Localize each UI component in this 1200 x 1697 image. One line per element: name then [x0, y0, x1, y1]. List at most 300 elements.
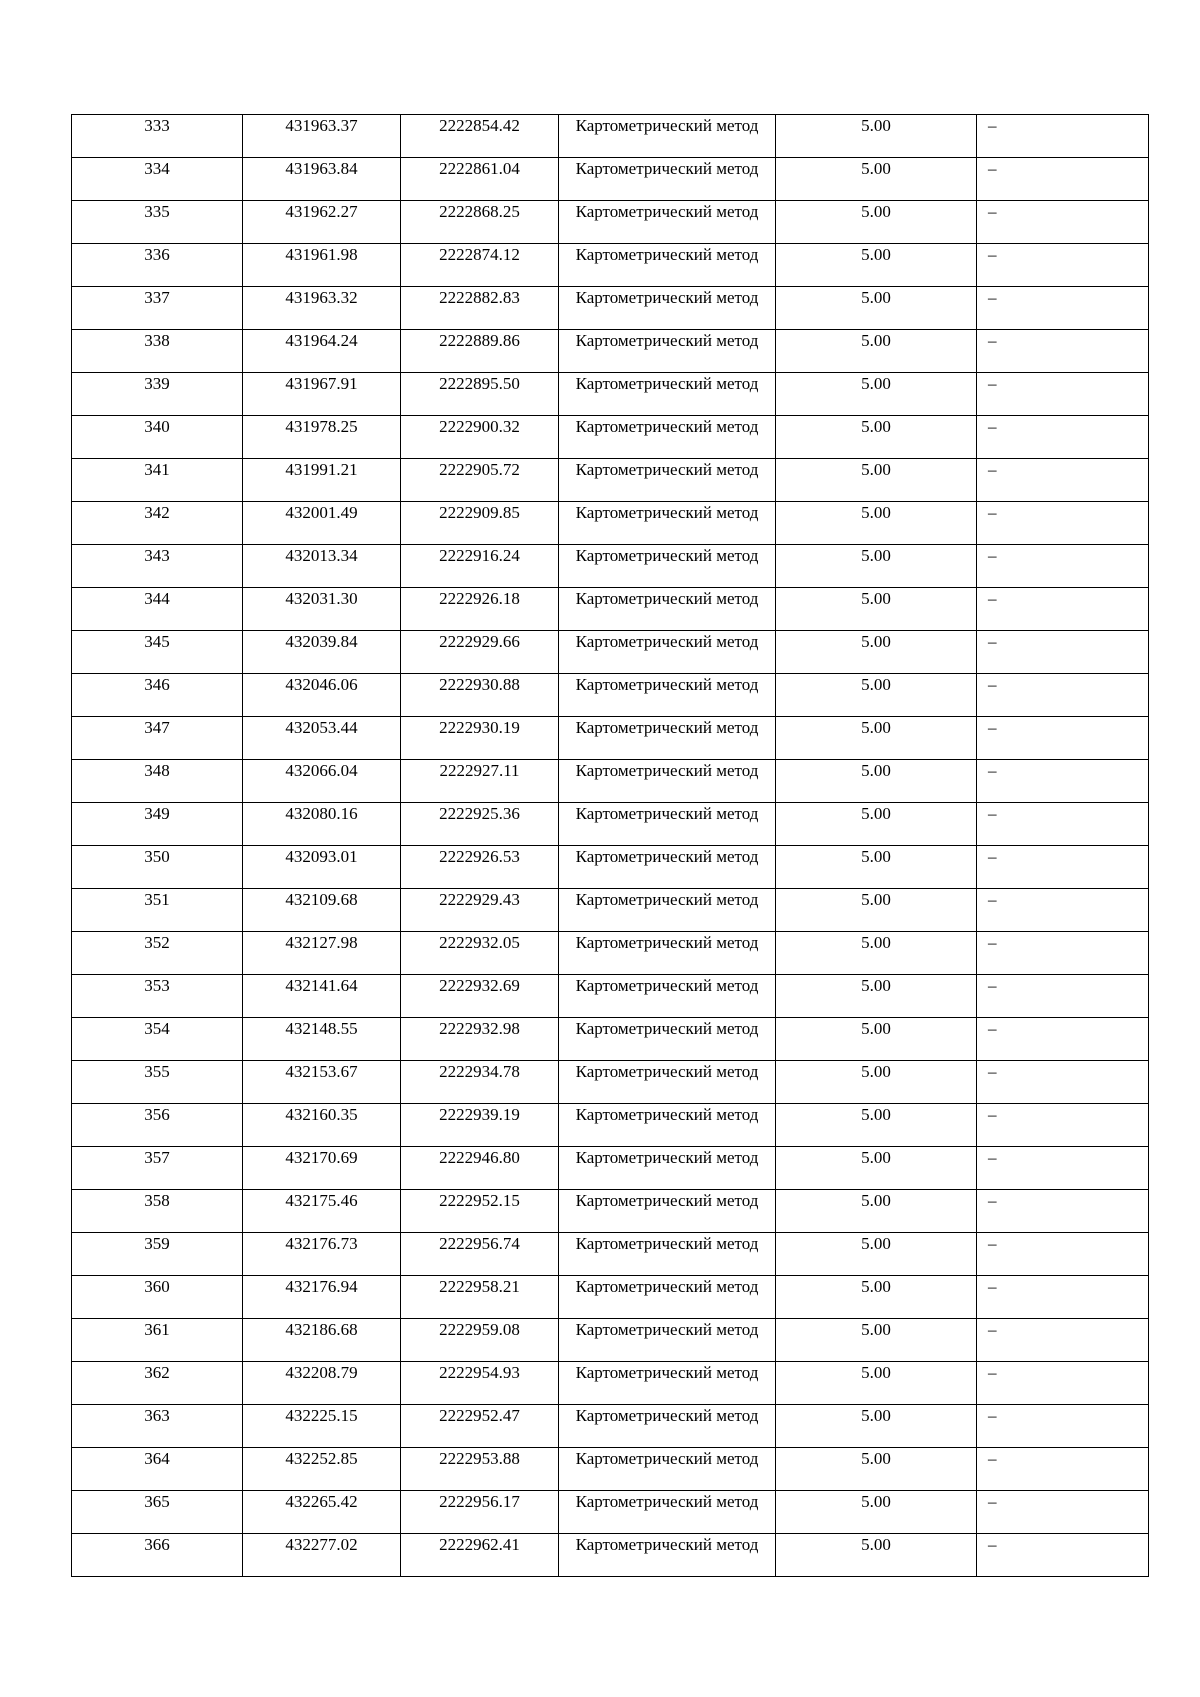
point-number-text: 342	[144, 503, 170, 522]
point-number-cell	[72, 803, 243, 846]
y-coordinate-text: 2222930.19	[439, 718, 520, 737]
x-coordinate-cell	[243, 545, 401, 588]
method-cell	[559, 502, 776, 545]
accuracy-text: 5.00	[861, 1449, 891, 1468]
accuracy-cell	[776, 975, 977, 1018]
point-number-text: 333	[144, 116, 170, 135]
method-cell	[559, 330, 776, 373]
point-number-cell	[72, 932, 243, 975]
method-text: Картометрический метод	[575, 1062, 759, 1081]
accuracy-text: 5.00	[861, 976, 891, 995]
accuracy-text: 5.00	[861, 202, 891, 221]
x-coordinate-cell	[243, 1190, 401, 1233]
y-coordinate-cell	[401, 244, 559, 287]
method-cell	[559, 846, 776, 889]
y-coordinate-text: 2222927.11	[439, 761, 520, 780]
accuracy-text: 5.00	[861, 245, 891, 264]
accuracy-text: 5.00	[861, 804, 891, 823]
y-coordinate-text: 2222952.15	[439, 1191, 520, 1210]
x-coordinate-cell	[243, 760, 401, 803]
y-coordinate-cell	[401, 975, 559, 1018]
x-coordinate-text: 432001.49	[285, 503, 358, 522]
table-row	[72, 1104, 1149, 1147]
x-coordinate-cell	[243, 459, 401, 502]
note-text: –	[988, 202, 997, 221]
x-coordinate-text: 431963.37	[285, 116, 358, 135]
y-coordinate-text: 2222932.69	[439, 976, 520, 995]
point-number-cell	[72, 760, 243, 803]
point-number-text: 344	[144, 589, 170, 608]
accuracy-text: 5.00	[861, 1191, 891, 1210]
point-number-text: 360	[144, 1277, 170, 1296]
method-text: Картометрический метод	[575, 632, 759, 651]
x-coordinate-text: 432176.94	[285, 1277, 358, 1296]
note-text: –	[988, 116, 997, 135]
note-text: –	[988, 1234, 997, 1253]
note-text: –	[988, 1105, 997, 1124]
accuracy-text: 5.00	[861, 1535, 891, 1554]
x-coordinate-text: 432066.04	[285, 761, 358, 780]
note-text: –	[988, 1191, 997, 1210]
note-cell	[977, 201, 1149, 244]
y-coordinate-cell	[401, 1018, 559, 1061]
note-cell	[977, 545, 1149, 588]
accuracy-text: 5.00	[861, 159, 891, 178]
point-number-cell	[72, 1534, 243, 1577]
note-text: –	[988, 1492, 997, 1511]
x-coordinate-cell	[243, 1491, 401, 1534]
note-cell	[977, 932, 1149, 975]
method-cell	[559, 631, 776, 674]
accuracy-text: 5.00	[861, 1234, 891, 1253]
coordinates-table-body	[72, 115, 1149, 1577]
x-coordinate-cell	[243, 1405, 401, 1448]
accuracy-cell	[776, 502, 977, 545]
y-coordinate-cell	[401, 459, 559, 502]
method-text: Картометрический метод	[575, 460, 759, 479]
note-text: –	[988, 1535, 997, 1554]
method-cell	[559, 1147, 776, 1190]
method-text: Картометрический метод	[575, 331, 759, 350]
point-number-text: 336	[144, 245, 170, 264]
method-text: Картометрический метод	[575, 1363, 759, 1382]
y-coordinate-cell	[401, 1448, 559, 1491]
accuracy-cell	[776, 1405, 977, 1448]
point-number-text: 339	[144, 374, 170, 393]
y-coordinate-text: 2222926.18	[439, 589, 520, 608]
point-number-cell	[72, 1018, 243, 1061]
note-text: –	[988, 718, 997, 737]
note-text: –	[988, 761, 997, 780]
point-number-cell	[72, 330, 243, 373]
table-row	[72, 1448, 1149, 1491]
x-coordinate-text: 431978.25	[285, 417, 358, 436]
method-text: Картометрический метод	[575, 546, 759, 565]
y-coordinate-text: 2222889.86	[439, 331, 520, 350]
method-text: Картометрический метод	[575, 1535, 759, 1554]
point-number-cell	[72, 373, 243, 416]
x-coordinate-cell	[243, 373, 401, 416]
method-cell	[559, 975, 776, 1018]
point-number-text: 335	[144, 202, 170, 221]
point-number-cell	[72, 889, 243, 932]
accuracy-text: 5.00	[861, 589, 891, 608]
y-coordinate-text: 2222882.83	[439, 288, 520, 307]
accuracy-cell	[776, 115, 977, 158]
x-coordinate-text: 432252.85	[285, 1449, 358, 1468]
accuracy-cell	[776, 545, 977, 588]
y-coordinate-cell	[401, 1276, 559, 1319]
method-text: Картометрический метод	[575, 288, 759, 307]
x-coordinate-cell	[243, 1233, 401, 1276]
method-cell	[559, 244, 776, 287]
accuracy-text: 5.00	[861, 116, 891, 135]
point-number-text: 364	[144, 1449, 170, 1468]
accuracy-text: 5.00	[861, 761, 891, 780]
x-coordinate-cell	[243, 201, 401, 244]
note-text: –	[988, 976, 997, 995]
x-coordinate-text: 432093.01	[285, 847, 358, 866]
point-number-cell	[72, 975, 243, 1018]
note-cell	[977, 1405, 1149, 1448]
point-number-text: 345	[144, 632, 170, 651]
accuracy-cell	[776, 244, 977, 287]
y-coordinate-text: 2222868.25	[439, 202, 520, 221]
y-coordinate-text: 2222854.42	[439, 116, 520, 135]
note-cell	[977, 373, 1149, 416]
y-coordinate-text: 2222939.19	[439, 1105, 520, 1124]
accuracy-text: 5.00	[861, 1105, 891, 1124]
note-cell	[977, 674, 1149, 717]
method-text: Картометрический метод	[575, 1449, 759, 1468]
y-coordinate-text: 2222926.53	[439, 847, 520, 866]
x-coordinate-text: 431967.91	[285, 374, 358, 393]
y-coordinate-cell	[401, 932, 559, 975]
point-number-cell	[72, 545, 243, 588]
y-coordinate-text: 2222929.66	[439, 632, 520, 651]
note-cell	[977, 717, 1149, 760]
method-cell	[559, 1448, 776, 1491]
table-row	[72, 1534, 1149, 1577]
x-coordinate-text: 432208.79	[285, 1363, 358, 1382]
x-coordinate-text: 432170.69	[285, 1148, 358, 1167]
y-coordinate-text: 2222895.50	[439, 374, 520, 393]
x-coordinate-text: 432153.67	[285, 1062, 358, 1081]
point-number-text: 338	[144, 331, 170, 350]
point-number-cell	[72, 1233, 243, 1276]
x-coordinate-text: 431964.24	[285, 331, 358, 350]
note-text: –	[988, 460, 997, 479]
method-text: Картометрический метод	[575, 675, 759, 694]
y-coordinate-text: 2222925.36	[439, 804, 520, 823]
x-coordinate-cell	[243, 115, 401, 158]
x-coordinate-cell	[243, 1448, 401, 1491]
point-number-text: 346	[144, 675, 170, 694]
point-number-text: 359	[144, 1234, 170, 1253]
method-text: Картометрический метод	[575, 1019, 759, 1038]
table-row	[72, 1233, 1149, 1276]
note-text: –	[988, 288, 997, 307]
x-coordinate-text: 432013.34	[285, 546, 358, 565]
point-number-text: 341	[144, 460, 170, 479]
point-number-text: 352	[144, 933, 170, 952]
x-coordinate-text: 431963.32	[285, 288, 358, 307]
method-text: Картометрический метод	[575, 589, 759, 608]
accuracy-cell	[776, 1147, 977, 1190]
table-row	[72, 244, 1149, 287]
note-cell	[977, 1276, 1149, 1319]
table-row	[72, 1061, 1149, 1104]
point-number-cell	[72, 1276, 243, 1319]
y-coordinate-cell	[401, 1319, 559, 1362]
y-coordinate-text: 2222954.93	[439, 1363, 520, 1382]
accuracy-cell	[776, 674, 977, 717]
accuracy-text: 5.00	[861, 331, 891, 350]
point-number-text: 353	[144, 976, 170, 995]
x-coordinate-text: 432109.68	[285, 890, 358, 909]
table-row	[72, 459, 1149, 502]
method-cell	[559, 373, 776, 416]
y-coordinate-text: 2222900.32	[439, 417, 520, 436]
note-text: –	[988, 1363, 997, 1382]
method-cell	[559, 588, 776, 631]
x-coordinate-text: 432127.98	[285, 933, 358, 952]
accuracy-text: 5.00	[861, 503, 891, 522]
y-coordinate-text: 2222958.21	[439, 1277, 520, 1296]
accuracy-cell	[776, 330, 977, 373]
x-coordinate-cell	[243, 631, 401, 674]
accuracy-text: 5.00	[861, 718, 891, 737]
table-row	[72, 373, 1149, 416]
note-text: –	[988, 890, 997, 909]
note-cell	[977, 760, 1149, 803]
note-cell	[977, 846, 1149, 889]
y-coordinate-text: 2222956.74	[439, 1234, 520, 1253]
point-number-cell	[72, 459, 243, 502]
method-text: Картометрический метод	[575, 116, 759, 135]
x-coordinate-cell	[243, 1061, 401, 1104]
method-text: Картометрический метод	[575, 933, 759, 952]
x-coordinate-text: 432039.84	[285, 632, 358, 651]
table-row	[72, 201, 1149, 244]
note-cell	[977, 1319, 1149, 1362]
point-number-text: 362	[144, 1363, 170, 1382]
point-number-cell	[72, 115, 243, 158]
table-row	[72, 416, 1149, 459]
accuracy-cell	[776, 158, 977, 201]
y-coordinate-cell	[401, 201, 559, 244]
point-number-text: 363	[144, 1406, 170, 1425]
method-text: Картометрический метод	[575, 1105, 759, 1124]
method-cell	[559, 760, 776, 803]
y-coordinate-text: 2222946.80	[439, 1148, 520, 1167]
method-cell	[559, 803, 776, 846]
y-coordinate-text: 2222956.17	[439, 1492, 520, 1511]
accuracy-text: 5.00	[861, 847, 891, 866]
table-row	[72, 1190, 1149, 1233]
method-cell	[559, 1190, 776, 1233]
table-row	[72, 932, 1149, 975]
method-cell	[559, 416, 776, 459]
note-text: –	[988, 675, 997, 694]
method-cell	[559, 1491, 776, 1534]
method-cell	[559, 287, 776, 330]
table-row	[72, 1319, 1149, 1362]
x-coordinate-cell	[243, 1362, 401, 1405]
method-cell	[559, 717, 776, 760]
note-text: –	[988, 933, 997, 952]
x-coordinate-cell	[243, 416, 401, 459]
y-coordinate-text: 2222959.08	[439, 1320, 520, 1339]
method-text: Картометрический метод	[575, 1191, 759, 1210]
accuracy-text: 5.00	[861, 890, 891, 909]
point-number-text: 340	[144, 417, 170, 436]
x-coordinate-cell	[243, 1319, 401, 1362]
note-text: –	[988, 374, 997, 393]
note-cell	[977, 975, 1149, 1018]
x-coordinate-text: 431961.98	[285, 245, 358, 264]
note-cell	[977, 1190, 1149, 1233]
note-cell	[977, 1491, 1149, 1534]
x-coordinate-cell	[243, 330, 401, 373]
accuracy-text: 5.00	[861, 374, 891, 393]
x-coordinate-cell	[243, 1104, 401, 1147]
accuracy-cell	[776, 1448, 977, 1491]
accuracy-text: 5.00	[861, 1148, 891, 1167]
accuracy-text: 5.00	[861, 460, 891, 479]
x-coordinate-cell	[243, 803, 401, 846]
table-row	[72, 631, 1149, 674]
method-cell	[559, 1319, 776, 1362]
y-coordinate-cell	[401, 502, 559, 545]
note-text: –	[988, 1320, 997, 1339]
accuracy-cell	[776, 1362, 977, 1405]
point-number-cell	[72, 1104, 243, 1147]
note-text: –	[988, 159, 997, 178]
point-number-text: 334	[144, 159, 170, 178]
note-cell	[977, 1018, 1149, 1061]
method-text: Картометрический метод	[575, 1234, 759, 1253]
x-coordinate-cell	[243, 158, 401, 201]
y-coordinate-cell	[401, 631, 559, 674]
x-coordinate-cell	[243, 1276, 401, 1319]
accuracy-text: 5.00	[861, 1062, 891, 1081]
note-cell	[977, 287, 1149, 330]
accuracy-cell	[776, 201, 977, 244]
table-row	[72, 287, 1149, 330]
y-coordinate-text: 2222909.85	[439, 503, 520, 522]
method-text: Картометрический метод	[575, 417, 759, 436]
y-coordinate-text: 2222905.72	[439, 460, 520, 479]
method-text: Картометрический метод	[575, 245, 759, 264]
x-coordinate-text: 432080.16	[285, 804, 358, 823]
table-row	[72, 330, 1149, 373]
note-text: –	[988, 632, 997, 651]
note-cell	[977, 244, 1149, 287]
method-cell	[559, 674, 776, 717]
coordinates-table	[71, 114, 1149, 1577]
accuracy-text: 5.00	[861, 933, 891, 952]
table-row	[72, 115, 1149, 158]
note-text: –	[988, 546, 997, 565]
note-cell	[977, 416, 1149, 459]
y-coordinate-cell	[401, 674, 559, 717]
accuracy-text: 5.00	[861, 1277, 891, 1296]
accuracy-cell	[776, 1534, 977, 1577]
y-coordinate-cell	[401, 1104, 559, 1147]
method-text: Картометрический метод	[575, 1406, 759, 1425]
accuracy-text: 5.00	[861, 417, 891, 436]
y-coordinate-cell	[401, 760, 559, 803]
note-text: –	[988, 1148, 997, 1167]
method-text: Картометрический метод	[575, 890, 759, 909]
x-coordinate-cell	[243, 1534, 401, 1577]
method-text: Картометрический метод	[575, 761, 759, 780]
accuracy-cell	[776, 1276, 977, 1319]
accuracy-cell	[776, 631, 977, 674]
note-cell	[977, 330, 1149, 373]
y-coordinate-text: 2222953.88	[439, 1449, 520, 1468]
y-coordinate-text: 2222962.41	[439, 1535, 520, 1554]
method-text: Картометрический метод	[575, 202, 759, 221]
point-number-cell	[72, 846, 243, 889]
y-coordinate-cell	[401, 803, 559, 846]
y-coordinate-text: 2222934.78	[439, 1062, 520, 1081]
accuracy-cell	[776, 1319, 977, 1362]
table-row	[72, 1276, 1149, 1319]
y-coordinate-cell	[401, 1061, 559, 1104]
y-coordinate-cell	[401, 717, 559, 760]
x-coordinate-cell	[243, 889, 401, 932]
point-number-cell	[72, 1362, 243, 1405]
table-row	[72, 760, 1149, 803]
method-text: Картометрический метод	[575, 718, 759, 737]
note-cell	[977, 1448, 1149, 1491]
point-number-text: 350	[144, 847, 170, 866]
y-coordinate-cell	[401, 287, 559, 330]
method-cell	[559, 1104, 776, 1147]
method-cell	[559, 158, 776, 201]
x-coordinate-cell	[243, 717, 401, 760]
x-coordinate-cell	[243, 932, 401, 975]
method-text: Картометрический метод	[575, 159, 759, 178]
point-number-cell	[72, 1190, 243, 1233]
note-cell	[977, 1147, 1149, 1190]
table-row	[72, 803, 1149, 846]
point-number-text: 347	[144, 718, 170, 737]
method-cell	[559, 1061, 776, 1104]
note-cell	[977, 459, 1149, 502]
accuracy-text: 5.00	[861, 1019, 891, 1038]
accuracy-cell	[776, 287, 977, 330]
x-coordinate-text: 432265.42	[285, 1492, 358, 1511]
y-coordinate-cell	[401, 1190, 559, 1233]
method-text: Картометрический метод	[575, 976, 759, 995]
y-coordinate-cell	[401, 373, 559, 416]
note-text: –	[988, 1062, 997, 1081]
table-row	[72, 674, 1149, 717]
method-cell	[559, 889, 776, 932]
point-number-text: 351	[144, 890, 170, 909]
table-row	[72, 1147, 1149, 1190]
table-row	[72, 545, 1149, 588]
accuracy-cell	[776, 760, 977, 803]
method-text: Картометрический метод	[575, 1320, 759, 1339]
table-row	[72, 1405, 1149, 1448]
point-number-cell	[72, 1448, 243, 1491]
x-coordinate-cell	[243, 846, 401, 889]
method-text: Картометрический метод	[575, 847, 759, 866]
